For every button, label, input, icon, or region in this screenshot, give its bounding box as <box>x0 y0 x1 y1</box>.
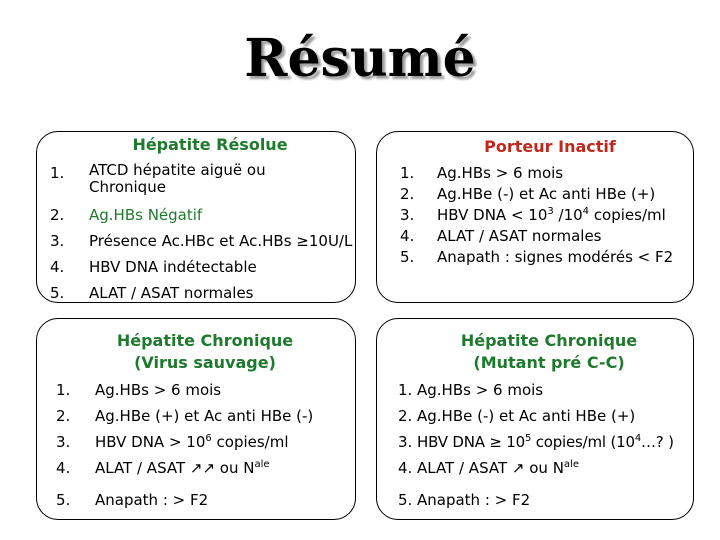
list-item: Chronique <box>89 178 166 196</box>
mutant-title <box>440 330 658 374</box>
list-item: 3. Présence Ac.HBc et Ac.HBs ≥10U/L <box>50 232 353 250</box>
list-item: 5. Anapath : > F2 <box>56 491 209 509</box>
resolue-title: Hépatite Résolue <box>106 134 314 155</box>
list-item: 2. Ag.HBe (-) et Ac anti HBe (+) <box>398 407 636 425</box>
list-item: 3. HBV DNA < $10^3$ $/10^4$ copies/ml <box>400 206 666 224</box>
list-item: 5. Anapath : signes modérés < F2 <box>400 248 674 266</box>
list-item: 1. Ag.HBs > 6 mois <box>56 381 222 399</box>
list-item: 1. Ag.HBs > 6 mois <box>398 381 544 399</box>
list-item: 1. Ag.HBs > 6 mois <box>400 164 564 182</box>
porteur-list <box>400 160 692 265</box>
list-item: 3. HBV DNA ≥ $10^5$ copies/ml ($10^4\dots$? ) <box>398 433 674 451</box>
list-item: 1. ATCD hépatite aiguë ou <box>50 161 266 182</box>
list-item: 5. ALAT / ASAT normales <box>50 284 254 302</box>
mutant-title-line2: (Mutant pré C-C) <box>473 353 625 372</box>
page-title: Résumé <box>244 28 476 89</box>
list-item: 2. Ag.HBe (+) et Ac anti HBe (-) <box>56 407 314 425</box>
sauvage-title <box>96 330 314 374</box>
mutant-list <box>398 377 694 513</box>
list-item: 4. ALAT / ASAT normales <box>400 227 602 245</box>
sauvage-title-line2: (Virus sauvage) <box>134 353 276 372</box>
list-item: 4. ALAT / ASAT ↗↗ ou $N^{ale}$ <box>56 459 270 477</box>
list-item: 3. HBV DNA > $10^6$ copies/ml <box>56 433 289 451</box>
resolue-list <box>50 160 355 306</box>
list-item: 2. Ag.HBs Négatif <box>50 206 203 224</box>
mutant-title-line1: Hépatite Chronique <box>460 331 638 350</box>
list-item: 2. Ag.HBe (-) et Ac anti HBe (+) <box>400 185 656 203</box>
list-item: 4. HBV DNA indétectable <box>50 258 257 276</box>
list-item: 5. Anapath : > F2 <box>398 491 531 509</box>
porteur-title: Porteur Inactif <box>456 136 644 157</box>
sauvage-title-line1: Hépatite Chronique <box>116 331 294 350</box>
sauvage-list <box>56 377 354 513</box>
list-item: 4. ALAT / ASAT ↗ ou $N^{ale}$ <box>398 459 579 477</box>
